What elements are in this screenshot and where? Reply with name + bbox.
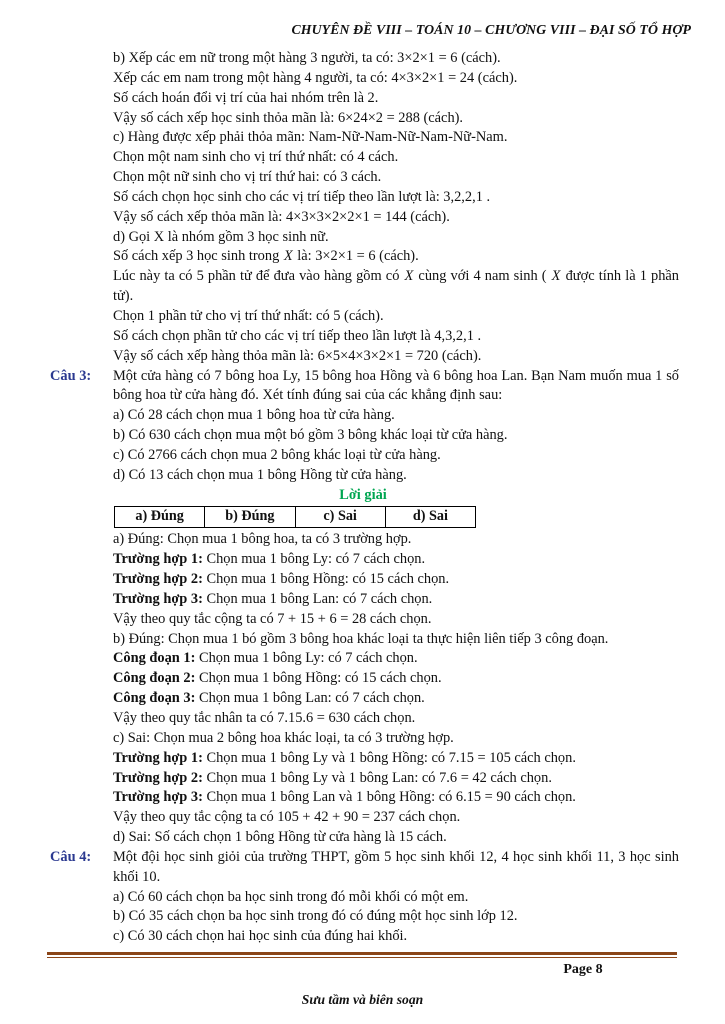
text-run: Chọn mua 1 bông Ly và 1 bông Lan: có 7.6 = 42 cách chọn. [206,769,552,786]
text-run: Chọn một nam sinh cho vị trí thứ nhất: có 4 cách. [113,149,399,166]
emphasis-label: Trường hợp 2: [113,769,207,786]
text-run: Số cách chọn phần tử cho các vị trí tiếp theo lần lượt là 4,3,2,1 . [113,327,482,344]
emphasis-label: Trường hợp 3: [113,789,207,806]
text-run: Số cách hoán đổi vị trí của hai nhóm trên là 2. [113,89,379,106]
text-run: d) Sai: Số cách chọn 1 bông Hồng từ cửa hàng là 15 cách. [113,829,447,846]
text-line [113,466,679,486]
text-line [113,247,679,267]
text-line [113,188,679,208]
question-paragraph [50,367,679,407]
text-run: Chọn mua 1 bông Ly và 1 bông Hồng: có 7.15 = 105 cách chọn. [206,749,576,766]
text-run: d) Có 13 cách chọn mua 1 bông Hồng từ cửa hàng. [113,466,407,483]
text-line [113,610,679,630]
text-run: a) Có 28 cách chọn mua 1 bông hoa từ cửa hàng. [113,407,395,424]
text-line [113,590,679,610]
page-number: Page 8 [563,962,603,977]
text-run: Vậy theo quy tắc nhân ta có 7.15.6 = 630 cách chọn. [113,710,416,726]
emphasis-label: Trường hợp 1: [113,551,207,568]
text-run: Vậy số cách xếp hàng thỏa mãn là: 6×5×4×3×2×1 = 720 (cách). [113,347,482,364]
text-run: Chọn mua 1 bông Ly: có 7 cách chọn. [198,650,418,667]
text-line [113,749,679,769]
text-run: a) Đúng: Chọn mua 1 bông hoa, ta có 3 trường hợp. [113,531,412,548]
text-line [113,49,679,69]
text-line [113,649,679,669]
text-line [113,148,679,168]
text-run: c) Có 2766 cách chọn mua 2 bông khác loại từ cửa hàng. [113,446,441,463]
text-line [113,808,679,828]
text-line [113,208,679,228]
text-line [113,669,679,689]
text-run: c) Có 30 cách chọn hai học sinh của đúng hai khối. [113,928,408,945]
answer-table-cell: d) Sai [385,507,475,527]
text-run: Chọn mua 1 bông Hồng: có 15 cách chọn. [198,670,442,687]
document-body [47,49,679,947]
text-line [113,828,679,848]
text-run: Chọn mua 1 bông Lan và 1 bông Hồng: có 6.15 = 90 cách chọn. [206,789,576,806]
question-label: Câu 4: [50,848,92,865]
text-run: Chọn 1 phần tử cho vị trí thứ nhất: có 5 (cách). [113,307,384,324]
text-line [113,788,679,808]
answer-table [114,506,476,528]
math-variable: X [404,268,414,285]
emphasis-label: Công đoạn 2: [113,670,199,687]
text-line [113,426,679,446]
text-run: c) Sai: Chọn mua 2 bông hoa khác loại, ta có 3 trường hợp. [113,729,454,746]
text-line [113,729,679,749]
text-line [113,228,679,248]
text-line [113,128,679,148]
text-line [113,327,679,347]
text-run: Chọn mua 1 bông Ly: có 7 cách chọn. [206,551,426,568]
text-run: Chọn mua 1 bông Hồng: có 15 cách chọn. [206,571,450,588]
text-line [113,89,679,109]
text-run: Lúc này ta có 5 phần tử để đưa vào hàng gồm có [113,268,404,285]
text-run: b) Có 630 cách chọn mua một bó gồm 3 bông khác loại từ cửa hàng. [113,427,508,444]
answer-table-cell: c) Sai [295,507,385,527]
text-line [113,888,679,908]
math-variable: X [551,268,561,285]
text-run: cùng với 4 nam sinh ( [414,268,551,285]
text-line [113,69,679,89]
text-run: Một đội học sinh giỏi của trường THPT, gồm 5 học sinh khối 12, 4 học sinh khối 11, 3 học sinh khối 10. [113,848,679,885]
emphasis-label: Công đoạn 3: [113,690,199,707]
text-line [113,530,679,550]
text-run: Chọn mua 1 bông Lan: có 7 cách chọn. [198,690,425,707]
text-line [113,550,679,570]
text-line [113,689,679,709]
text-line [113,406,679,426]
footer-divider [47,952,677,958]
text-run: Lời giải [339,486,387,503]
text-run: c) Hàng được xếp phải thỏa mãn: Nam-Nữ-Nam-Nữ-Nam-Nữ-Nam. [113,129,508,146]
text-run: Một cửa hàng có 7 bông hoa Ly, 15 bông hoa Hồng và 6 bông hoa Lan. Bạn Nam muốn mua 1 số bông hoa từ cửa hàng đó. Xét tính đúng sai của các khẳng định sau: [113,367,679,404]
emphasis-label: Công đoạn 1: [113,650,199,667]
text-line [113,927,679,947]
page-header-title: CHUYÊN ĐỀ VIII – TOÁN 10 – CHƯƠNG VIII – ĐẠI SỐ TỔ HỢP [291,22,691,37]
text-line [113,570,679,590]
answer-table-cell: a) Đúng [135,508,184,525]
text-line [113,907,679,927]
text-line [113,347,679,367]
text-line [113,109,679,129]
text-run: được tính là 1 phần tử). [113,268,679,305]
text-run: Số cách chọn học sinh cho các vị trí tiếp theo lần lượt là: 3,2,2,1 . [113,188,491,205]
emphasis-label: Trường hợp 1: [113,749,207,766]
text-run: b) Xếp các em nữ trong một hàng 3 người, ta có: 3×2×1 = 6 (cách). [113,50,501,66]
text-run: b) Có 35 cách chọn ba học sinh trong đó có đúng một học sinh lớp 12. [113,908,518,925]
math-variable: X [283,248,293,265]
text-run: Chọn một nữ sinh cho vị trí thứ hai: có 3 cách. [113,169,382,186]
text-run: a) Có 60 cách chọn ba học sinh trong đó mỗi khối có một em. [113,888,469,905]
text-line [113,446,679,466]
emphasis-label: Trường hợp 2: [113,571,207,588]
text-line [113,307,679,327]
text-run: Chọn mua 1 bông Lan: có 7 cách chọn. [206,590,433,607]
text-line [113,630,679,650]
text-line [113,709,679,729]
answer-table-cell: b) Đúng [204,507,294,527]
text-run: là: 3×2×1 = 6 (cách). [293,248,419,265]
text-run: Vậy theo quy tắc cộng ta có 7 + 15 + 6 = 28 cách chọn. [113,610,432,627]
footer-credit: Sưu tầm và biên soạn [301,992,424,1007]
text-run: d) Gọi X là nhóm gồm 3 học sinh nữ. [113,228,329,245]
question-label: Câu 3: [50,367,92,384]
text-run: Số cách xếp 3 học sinh trong [113,248,283,265]
text-run: Xếp các em nam trong một hàng 4 người, ta có: 4×3×2×1 = 24 (cách). [113,69,518,86]
text-run: b) Đúng: Chọn mua 1 bó gồm 3 bông hoa khác loại ta thực hiện liên tiếp 3 công đoạn. [113,630,609,647]
text-line [113,267,679,307]
text-line [47,486,679,506]
question-paragraph [50,848,679,888]
text-run: Vậy số cách xếp thỏa mãn là: 4×3×3×2×2×1 = 144 (cách). [113,208,450,225]
text-line [113,168,679,188]
emphasis-label: Trường hợp 3: [113,590,207,607]
text-run: Vậy số cách xếp học sinh thỏa mãn là: 6×24×2 = 288 (cách). [113,109,464,126]
text-line [113,769,679,789]
text-run: Vậy theo quy tắc cộng ta có 105 + 42 + 90 = 237 cách chọn. [113,809,461,826]
